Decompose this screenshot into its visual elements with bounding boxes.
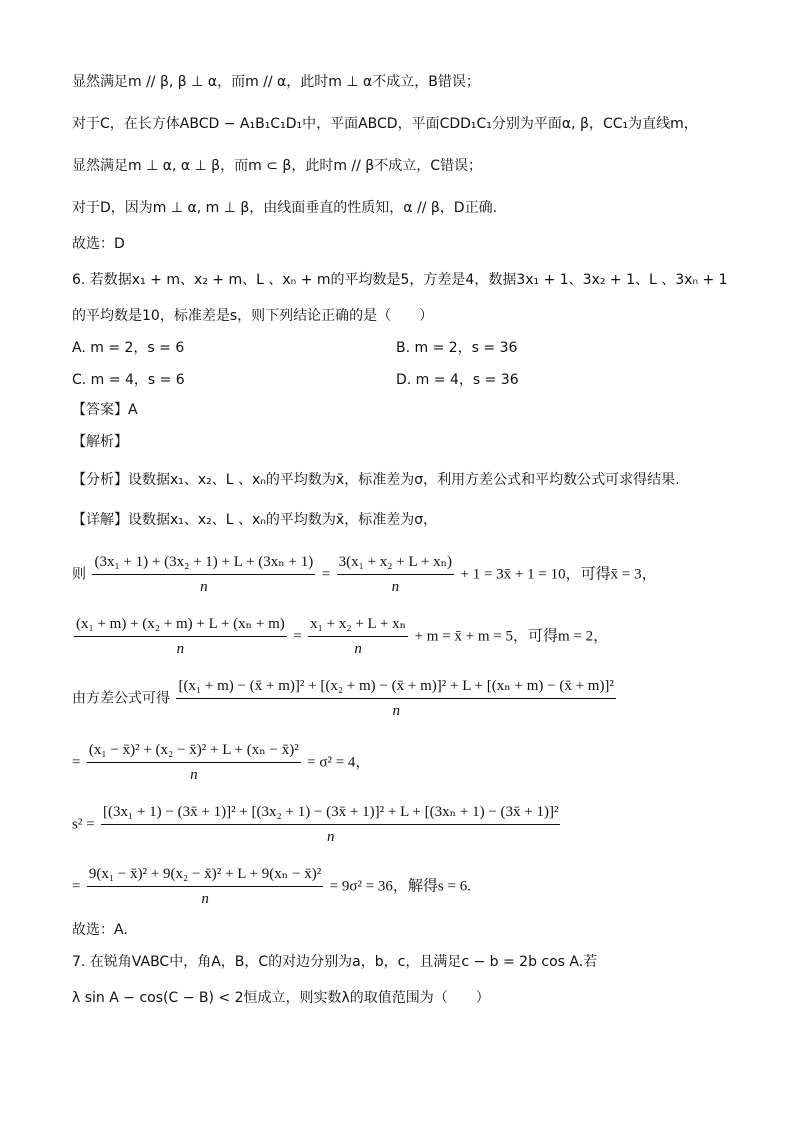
- fraction: [(x₁ + m) − (x̄ + m)]² + [(x₂ + m) − (x̄ + m)]² + L + [(xₙ + m) − (x̄ + m)]² n: [178, 678, 614, 719]
- equation-4: = $\frac{\text{(x₁ − x̄)² + (x₂ − x̄)² + L + (xₙ − x̄)²}}{n}$ = σ² = 4，: [72, 742, 371, 783]
- text-line: 显然满足m // β, β ⊥ α，而m // α，此时m ⊥ α不成立，B错误；: [72, 74, 480, 90]
- fraction: $\frac{\text{x₁ + x₂ + L + xₙ}}{n}$: [310, 616, 407, 657]
- equation-5: s² = [(3x₁ + 1) − (3x̄ + 1)]² + [(3x₂ + 1) − (3x̄ + 1)]² + L + [(3xₙ + 1) − (3x̄ + 1)]² n: [72, 804, 559, 845]
- fraction: $\frac{\text{9(x₁ − x̄)² + 9(x₂ − x̄)² + L + 9(xₙ − x̄)²}}{n}$: [88, 866, 322, 907]
- equation-2: $\frac{\text{(x₁ + m) + (x₂ + m) + L + (xₙ + m)}}{n}$ = $\frac{\text{x₁ + x₂ + L + xₙ}}{n}$ + m = x̄ + m = 5，可得m = 2，: [76, 616, 609, 657]
- fraction: $\frac{\text{(3x₁ + 1) + (3x₂ + 1) + L + (3xₙ + 1)}}{n}$: [94, 554, 314, 595]
- detail-intro: 【详解】设数据x₁、x₂、L 、xₙ的平均数为x̄，标准差为σ，: [72, 512, 438, 528]
- analysis-summary: 【分析】设数据x₁、x₂、L 、xₙ的平均数为x̄，标准差为σ，利用方差公式和平均数公式可求得结果.: [72, 472, 680, 488]
- question-6-line1: 6. 若数据x₁ + m、x₂ + m、L 、xₙ + m的平均数是5，方差是4，数据3x₁ + 1、3x₂ + 1、L 、3xₙ + 1: [72, 272, 728, 288]
- final-answer: 故选：A.: [72, 922, 128, 938]
- analysis-label: 【解析】: [72, 434, 128, 450]
- question-7-line1: 7. 在锐角VABC中，角A，B，C的对边分别为a，b，c，且满足c − b = 2b cos A.若: [72, 954, 598, 970]
- fraction: $\frac{\text{(x₁ + m) + (x₂ + m) + L + (xₙ + m)}}{n}$: [76, 616, 285, 657]
- equation-1: 则 $\frac{\text{(3x₁ + 1) + (3x₂ + 1) + L + (3xₙ + 1)}}{n}$ = $\frac{\text{3(x₁ + x₂ + L + xₙ)}}{n}$ + 1 = 3x̄ + 1 = 10，可得x̄ = 3，: [72, 554, 657, 595]
- question-7-line2: λ sin A − cos(C − B) < 2恒成立，则实数λ的取值范围为（ ）: [72, 990, 490, 1006]
- fraction: [(3x₁ + 1) − (3x̄ + 1)]² + [(3x₂ + 1) − (3x̄ + 1)]² + L + [(3xₙ + 1) − (3x̄ + 1)]² n: [103, 804, 559, 845]
- fraction: $\frac{\text{(x₁ − x̄)² + (x₂ − x̄)² + L + (xₙ − x̄)²}}{n}$: [88, 742, 299, 783]
- text-line: 显然满足m ⊥ α, α ⊥ β，而m ⊂ β，此时m // β不成立，C错误；: [72, 158, 483, 174]
- option-a: A. m = 2，s = 6: [72, 340, 185, 356]
- equation-3: 由方差公式可得 [(x₁ + m) − (x̄ + m)]² + [(x₂ + m) − (x̄ + m)]² + L + [(xₙ + m) − (x̄ + m)]² n: [72, 678, 614, 719]
- question-6-line2: 的平均数是10，标准差是s，则下列结论正确的是（ ）: [72, 308, 434, 324]
- option-d: D. m = 4，s = 36: [396, 372, 519, 388]
- equation-6: = $\frac{\text{9(x₁ − x̄)² + 9(x₂ − x̄)² + L + 9(xₙ − x̄)²}}{n}$ = 9σ² = 36，解得s = 6.: [72, 866, 471, 907]
- text-line: 故选：D: [72, 236, 125, 252]
- text-line: 对于C，在长方体ABCD − A₁B₁C₁D₁中，平面ABCD，平面CDD₁C₁分别为平面α, β，CC₁为直线m，: [72, 116, 698, 132]
- fraction: $\frac{\text{3(x₁ + x₂ + L + xₙ)}}{n}$: [338, 554, 453, 595]
- option-b: B. m = 2，s = 36: [396, 340, 518, 356]
- answer-label: 【答案】A: [72, 402, 138, 418]
- option-c: C. m = 4，s = 6: [72, 372, 185, 388]
- text-line: 对于D，因为m ⊥ α, m ⊥ β，由线面垂直的性质知，α // β，D正确.: [72, 200, 498, 216]
